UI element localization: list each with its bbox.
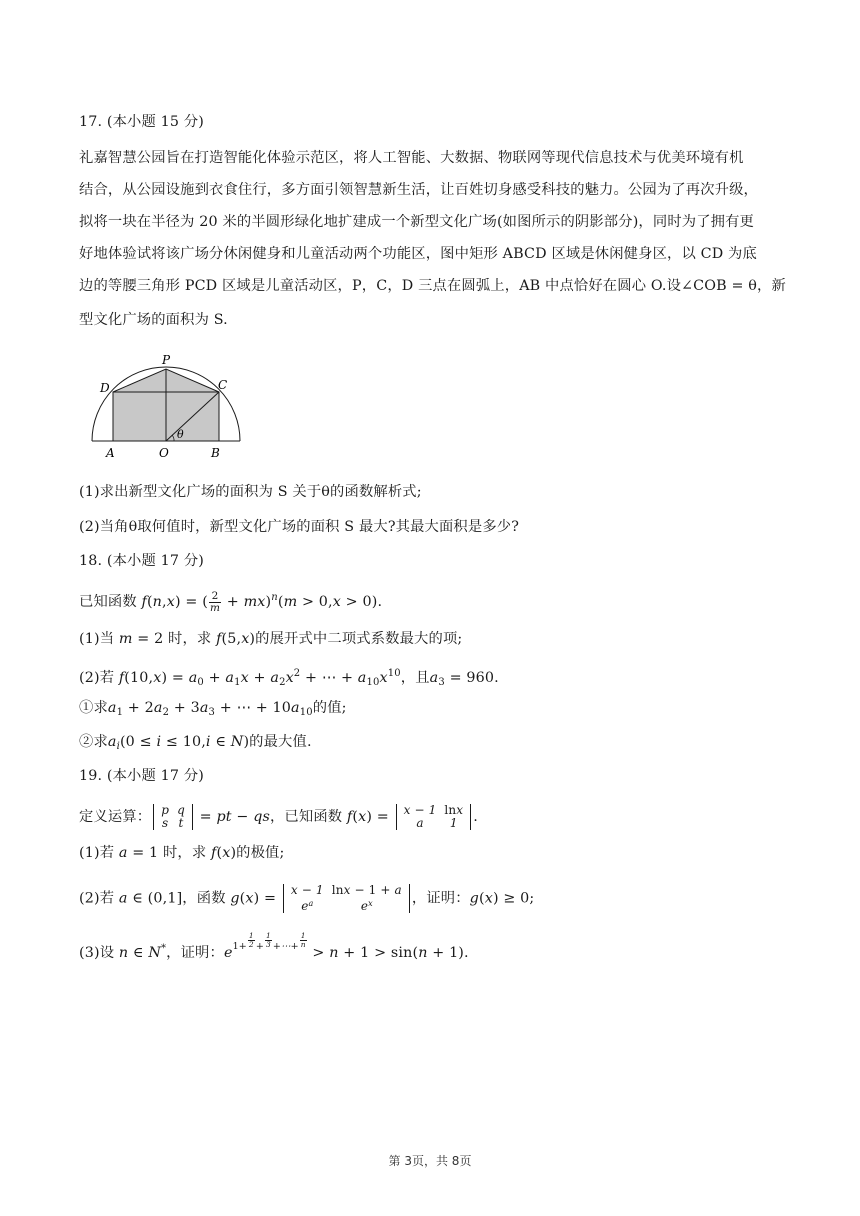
problem-19-header: 19. (本小题 17 分) (79, 768, 205, 784)
label-theta: θ (177, 428, 184, 441)
problem-17-header: 17. (本小题 15 分) (79, 114, 205, 130)
problem-17-stem-line-5: 边的等腰三角形 PCD 区域是儿童活动区，P，C，D 三点在圆弧上，AB 中点恰好在圆心 O.设∠COB = θ，新 (79, 278, 786, 294)
label-o: O (159, 446, 169, 460)
problem-17-question-2: (2)当角θ取何值时，新型文化广场的面积 S 最大?其最大面积是多少? (79, 519, 520, 535)
problem-17-stem-line-4: 好地体验试将该广场分休闲健身和儿童活动两个功能区，图中矩形 ABCD 区域是休闲健身区，以 CD 为底 (79, 246, 757, 262)
label-c: C (218, 378, 228, 392)
label-a: A (106, 446, 115, 460)
label-d: D (100, 381, 110, 395)
problem-18-question-2-part-1: ①求$a_1 + 2a_2 + 3a_3$ + ⋯ + $10a_{10}$的值; (79, 700, 347, 718)
problem-19-question-1: (1)若 a = 1 时，求 f(x)的极值; (79, 845, 285, 861)
problem-19-stem: 定义运算： p q s t = pt − qs，已知函数 f(x) = x − 1 lnx a 1 . (79, 803, 478, 830)
problem-17-question-1: (1)求出新型文化广场的面积为 S 关于θ的函数解析式; (79, 484, 422, 500)
problem-18-question-2-part-2: ②求$a_i(0 \le i \le 10,i$ ∈ N)的最大值. (79, 734, 312, 752)
problem-18-question-1: (1)当 m = 2 时，求 f(5,x)的展开式中二项式系数最大的项; (79, 631, 463, 647)
problem-18-stem: 已知函数 f(n,x) = ( $\frac{2}{m}$ + mx)$^n$(m > 0,x > 0). (79, 589, 383, 614)
problem-19-question-3: (3)设 n ∈ N*，证明：$e^{1+ \frac{1}{2} + \frac{1}{3} +\cdots+ \frac{1}{n}}$ > n + 1 > sin(n + 1). (79, 931, 469, 961)
label-p: P (162, 353, 171, 367)
label-b: B (211, 446, 220, 460)
problem-19-question-2: (2)若 a ∈ (0,1]，函数 g(x) = x − 1 lnx − 1 + a $e^a$ $e^x$ ，证明：g(x) ≥ 0; (79, 883, 535, 913)
page-footer: 第 3页，共 8页 (388, 1154, 472, 1168)
problem-18-question-2: (2)若 $f(10,x) = a_0 + a_1x + a_2x^2$ + ⋯ + $a_{10}x^{10}$，且$a_3 = 960$. (79, 668, 499, 688)
problem-18-header: 18. (本小题 17 分) (79, 553, 205, 569)
problem-17-stem-line-6: 型文化广场的面积为 S. (79, 312, 228, 328)
problem-17-stem-line-1: 礼嘉智慧公园旨在打造智能化体验示范区，将人工智能、大数据、物联网等现代信息技术与优美环境有机 (79, 150, 744, 166)
problem-17-stem-line-3: 拟将一块在半径为 20 米的半圆形绿化地扩建成一个新型文化广场(如图所示的阴影部分)，同时为了拥有更 (79, 214, 754, 230)
semicircle-figure (88, 352, 244, 462)
problem-17-stem-line-2: 结合，从公园设施到衣食住行，多方面引领智慧新生活，让百姓切身感受科技的魅力。公园为了再次升级， (79, 182, 758, 198)
